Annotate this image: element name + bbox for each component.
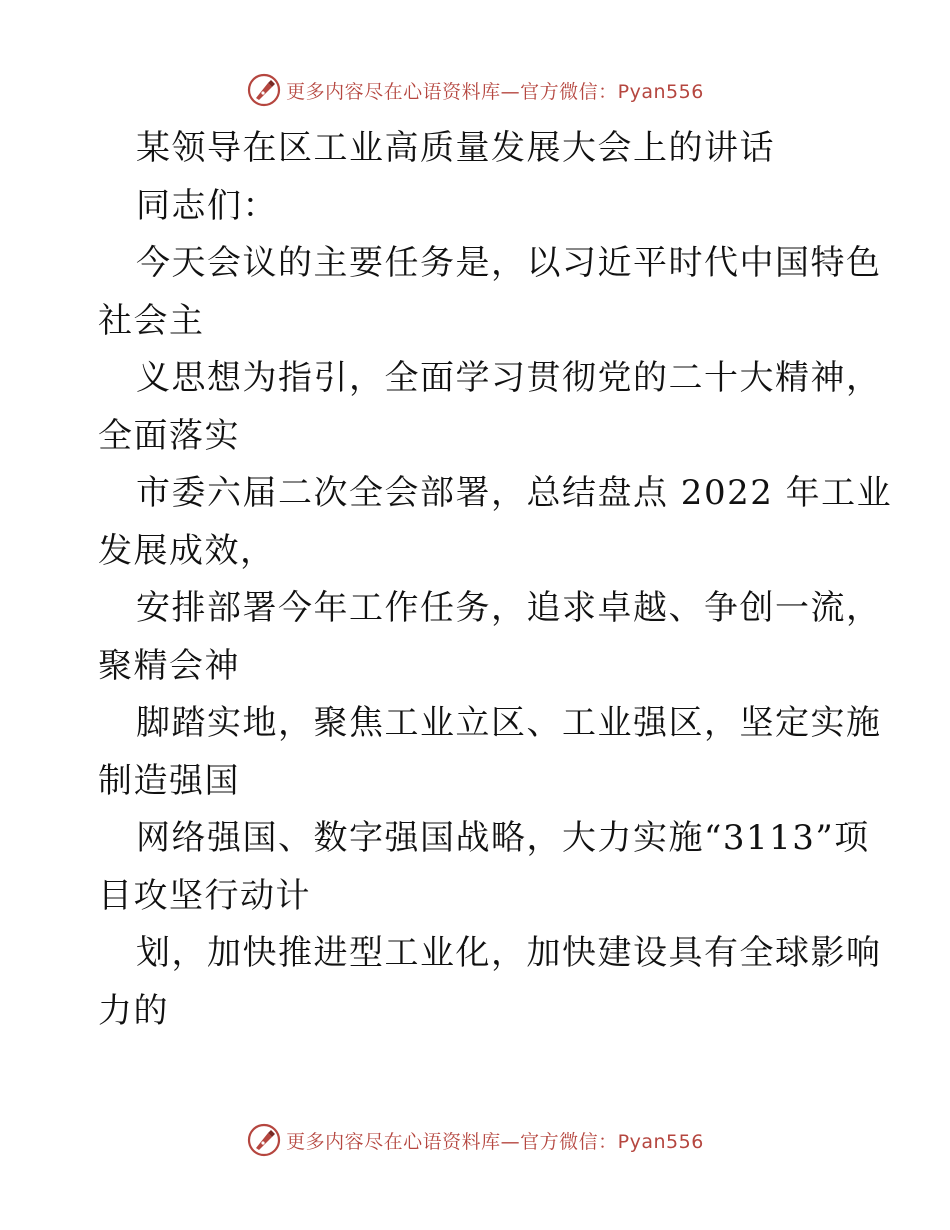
body-line: 制造强国 bbox=[98, 760, 240, 801]
body-line: 义思想为指引，全面学习贯彻党的二十大精神， bbox=[136, 358, 882, 398]
document-body bbox=[98, 120, 893, 1040]
body-line: 安排部署今年工作任务，追求卓越、争创一流， bbox=[136, 588, 882, 628]
body-line: 发展成效， bbox=[98, 530, 276, 571]
footer-banner-text: 更多内容尽在心语资料库—官方微信：Pyan556 bbox=[286, 1130, 704, 1153]
body-line: 网络强国、数字强国战略，大力实施“3113”项 bbox=[136, 818, 870, 858]
body-line: 脚踏实地，聚焦工业立区、工业强区，坚定实施 bbox=[136, 703, 882, 743]
body-line: 全面落实 bbox=[98, 415, 240, 456]
body-line: 市委六届二次全会部署，总结盘点 2022 年工业 bbox=[136, 473, 893, 513]
document-title: 某领导在区工业高质量发展大会上的讲话 bbox=[136, 128, 775, 168]
body-line: 聚精会神 bbox=[98, 645, 240, 686]
pen-nib-logo-icon bbox=[246, 72, 282, 108]
body-line: 今天会议的主要任务是，以习近平时代中国特色 bbox=[136, 243, 882, 283]
header-banner-text: 更多内容尽在心语资料库—官方微信：Pyan556 bbox=[286, 80, 704, 103]
salutation: 同志们： bbox=[136, 185, 278, 226]
pen-nib-logo-icon bbox=[246, 1122, 282, 1158]
body-line: 目攻坚行动计 bbox=[98, 875, 311, 916]
body-line: 社会主 bbox=[98, 300, 205, 341]
body-line: 划，加快推进型工业化，加快建设具有全球影响 bbox=[136, 933, 882, 973]
footer-banner bbox=[0, 1120, 950, 1160]
header-banner bbox=[0, 70, 950, 110]
body-line: 力的 bbox=[98, 990, 169, 1031]
